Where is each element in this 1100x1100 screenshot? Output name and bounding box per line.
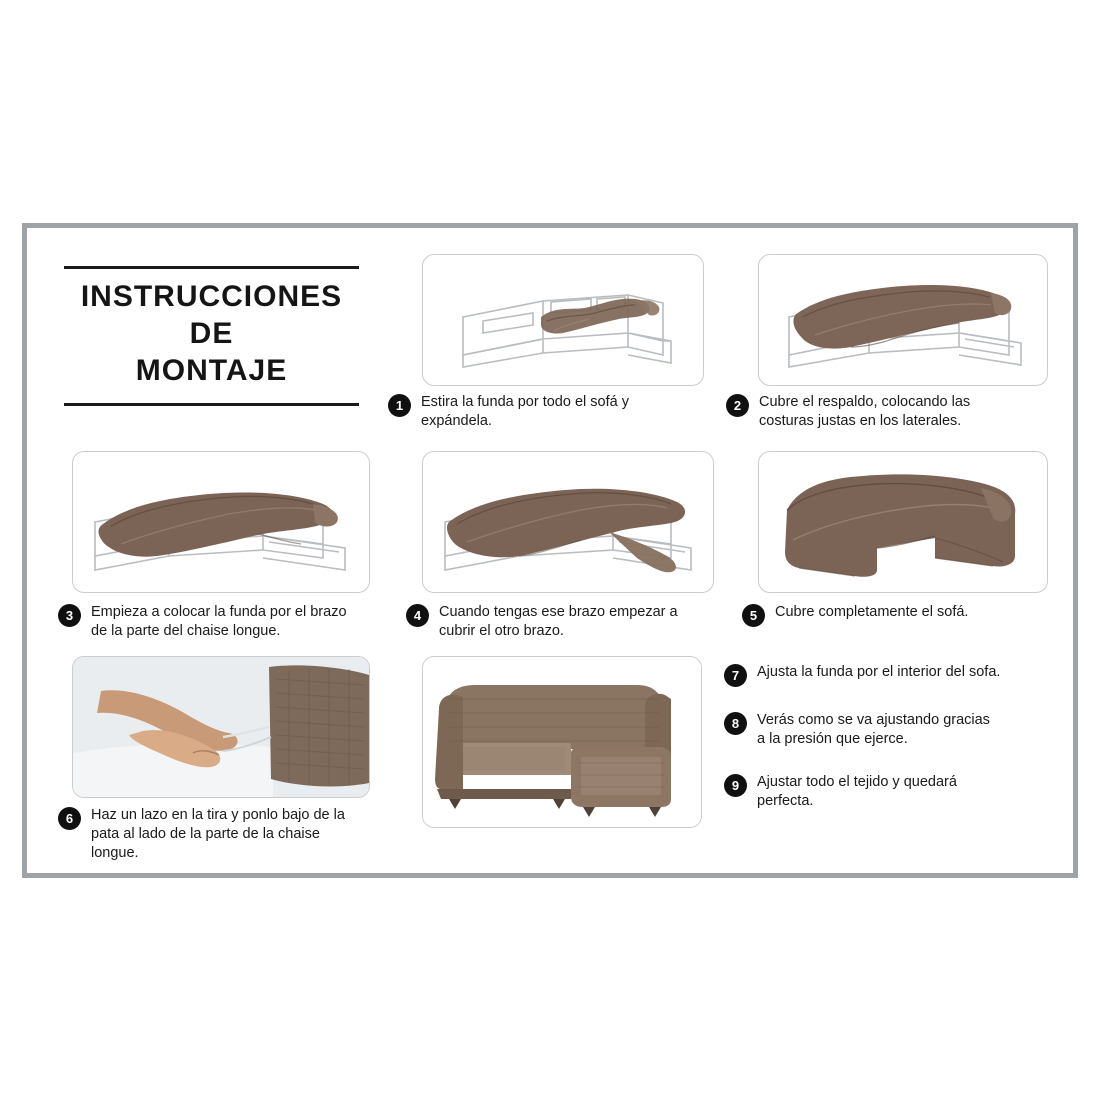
step-9-caption: Ajustar todo el tejido y quedará perfecta. [757, 774, 957, 809]
step-3-caption: Empieza a colocar la funda por el brazo de la parte del chaise longue. [91, 604, 347, 639]
step-7 [724, 663, 1002, 687]
title-line-1: INSTRUCCIONES [80, 280, 343, 313]
sofa-cover-on-other-arm-icon [423, 452, 713, 592]
step-5-number: 5 [742, 604, 765, 627]
step-8-number: 8 [724, 712, 747, 735]
step-1 [388, 393, 688, 431]
step-7-number: 7 [724, 664, 747, 687]
title-text [64, 269, 359, 393]
hands-tying-strap-photo [73, 657, 369, 797]
illustration-panel-step-1 [422, 254, 704, 386]
step-5-caption: Cubre completamente el sofá. [775, 604, 969, 620]
step-7-caption: Ajusta la funda por el interior del sofa. [757, 664, 1001, 680]
sofa-fully-covered-icon [759, 452, 1047, 592]
title-line-3: MONTAJE [135, 354, 288, 387]
sofa-cover-on-chaise-arm-icon [73, 452, 369, 592]
title-rule-bottom [64, 403, 359, 406]
step-8-caption: Verás como se va ajustando gracias a la presión que ejerce. [757, 712, 990, 747]
step-3 [58, 603, 348, 641]
content-area [36, 238, 1064, 863]
step-4-number: 4 [406, 604, 429, 627]
illustration-panel-step-4 [422, 451, 714, 593]
page-title [64, 266, 359, 406]
step-1-number: 1 [388, 394, 411, 417]
illustration-panel-step-5 [758, 451, 1048, 593]
finished-covered-sofa-icon [423, 657, 701, 827]
step-2-number: 2 [726, 394, 749, 417]
step-5 [742, 603, 994, 627]
step-8 [724, 711, 1002, 749]
illustration-panel-step-3 [72, 451, 370, 593]
step-2 [726, 393, 978, 431]
step-9 [724, 773, 1002, 811]
illustration-panel-step-2 [758, 254, 1048, 386]
step-2-caption: Cubre el respaldo, colocando las costuras justas en los laterales. [759, 394, 971, 429]
step-6-caption: Haz un lazo en la tira y ponlo bajo de la pata al lado de la parte de la chaise longue. [91, 807, 345, 861]
step-4 [406, 603, 678, 641]
step-3-number: 3 [58, 604, 81, 627]
step-1-caption: Estira la funda por todo el sofá y expándela. [421, 394, 629, 429]
hands-tying-strap-icon [73, 657, 369, 797]
step-4-caption: Cuando tengas ese brazo empezar a cubrir el otro brazo. [439, 604, 678, 639]
step-9-number: 9 [724, 774, 747, 797]
step-6-number: 6 [58, 807, 81, 830]
title-line-2: DE [189, 317, 234, 350]
illustration-panel-finished-sofa [422, 656, 702, 828]
sofa-cover-over-backrest-icon [759, 255, 1047, 385]
sofa-with-folded-cover-on-seat-icon [423, 255, 703, 385]
step-6 [58, 806, 348, 863]
illustration-panel-step-6 [72, 656, 370, 798]
